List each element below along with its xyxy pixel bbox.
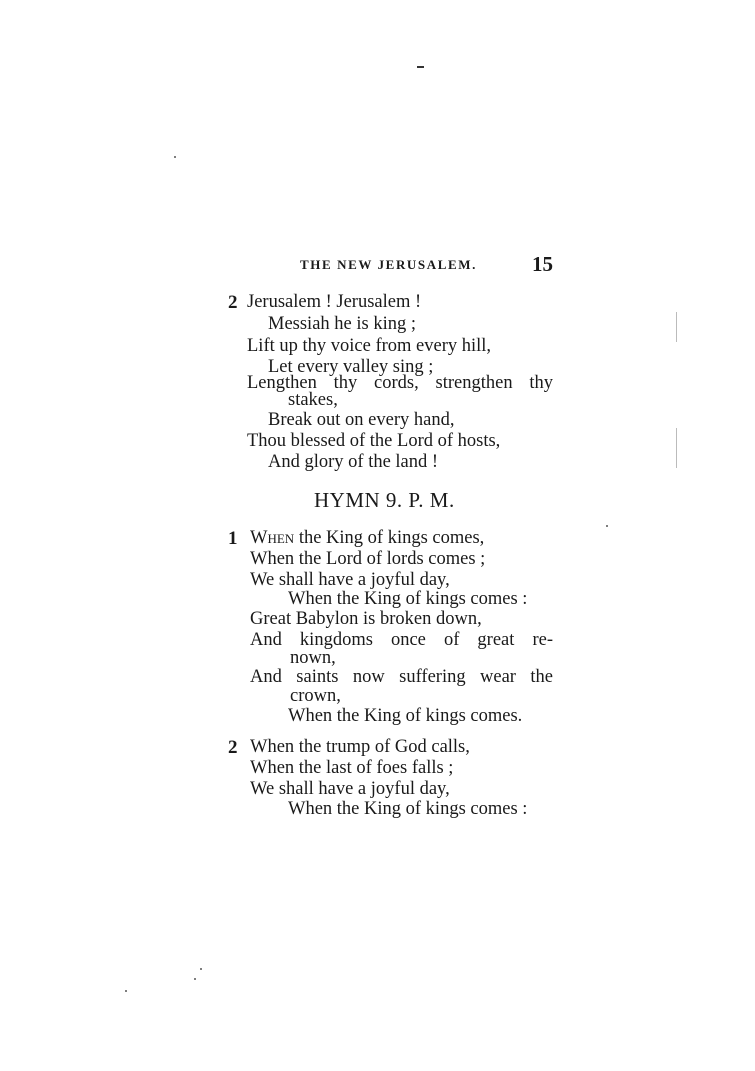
verse-line: And saints now suffering wear the (250, 667, 553, 687)
verse-line: Let every valley sing ; (268, 357, 434, 377)
verse-line-rest: the King of kings comes, (298, 528, 485, 548)
verse-line: When the King of kings comes : (288, 589, 528, 609)
running-title: THE NEW JERUSALEM. (300, 257, 478, 272)
first-word: When (250, 528, 295, 548)
running-header (0, 252, 755, 276)
verse-line: Thou blessed of the Lord of hosts, (247, 431, 501, 451)
stanza-number: 2 (228, 292, 238, 313)
verse-line: When the King of kings comes. (288, 706, 523, 726)
verse-line: And kingdoms once of great re- (250, 630, 553, 650)
verse-line: Break out on every hand, (268, 410, 455, 430)
verse-line: nown, (290, 648, 336, 668)
verse-line: Messiah he is king ; (268, 314, 416, 334)
margin-mark (676, 428, 677, 468)
speck (125, 990, 127, 992)
verse-line: We shall have a joyful day, (250, 570, 450, 590)
verse-line: stakes, (288, 390, 338, 410)
verse-line: When the last of foes falls ; (250, 758, 454, 778)
speck (194, 978, 196, 980)
hymn-title: HYMN 9. P. M. (314, 488, 455, 512)
verse-line: Great Babylon is broken down, (250, 609, 482, 629)
verse-line: crown, (290, 686, 341, 706)
verse-line: When the Lord of lords comes ; (250, 549, 486, 569)
speck (174, 156, 176, 158)
verse-line: And glory of the land ! (268, 452, 439, 472)
verse-line: Lift up thy voice from every hill, (247, 336, 492, 356)
stanza-number: 2 (228, 737, 238, 758)
verse-line (250, 528, 484, 549)
speck (606, 525, 608, 527)
page-number: 15 (532, 252, 553, 276)
verse-line: When the King of kings comes : (288, 799, 528, 819)
stanza-number: 1 (228, 528, 238, 549)
speck (200, 968, 202, 970)
margin-mark (676, 312, 677, 342)
verse-line: Lengthen thy cords, strengthen thy (247, 373, 553, 393)
verse-line: When the trump of God calls, (250, 737, 470, 757)
printer-mark-top (417, 66, 424, 68)
verse-line: We shall have a joyful day, (250, 779, 450, 799)
verse-line: Jerusalem ! Jerusalem ! (247, 292, 422, 312)
